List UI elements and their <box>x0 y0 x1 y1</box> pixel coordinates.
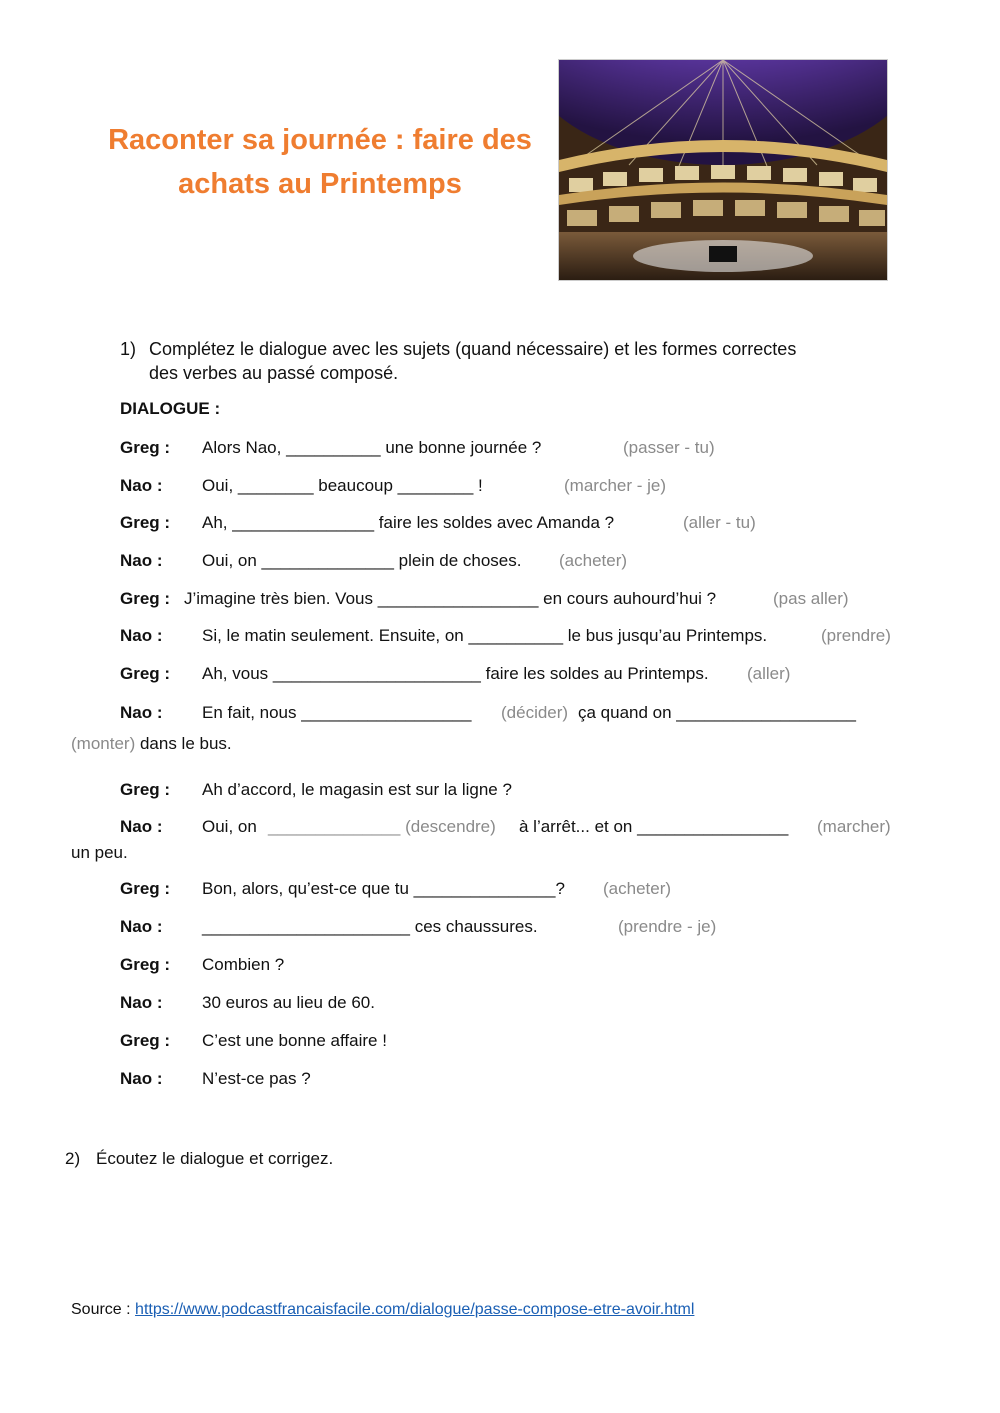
dialogue-text: Oui, on <box>202 817 257 836</box>
dialogue-text: Ah, vous ______________________ faire les soldes au Printemps. <box>202 664 709 683</box>
verb-hint: ______________ (descendre) <box>268 817 496 836</box>
speaker-label: Nao : <box>120 993 163 1012</box>
printemps-dome-photo <box>558 59 888 281</box>
dialogue-text: Combien ? <box>202 955 285 974</box>
speaker-label: Nao : <box>120 1069 163 1088</box>
speaker-label: Greg : <box>120 438 171 457</box>
dialogue-label: DIALOGUE : <box>120 399 221 418</box>
verb-hint: (marcher - je) <box>564 476 667 495</box>
speaker-label: Greg : <box>120 780 171 799</box>
verb-hint: (passer - tu) <box>623 438 715 457</box>
verb-hint: (monter) <box>71 734 136 753</box>
dialogue-text: Oui, ________ beaucoup ________ ! <box>202 476 483 495</box>
speaker-label: Nao : <box>120 551 163 570</box>
dialogue-text: N’est-ce pas ? <box>202 1069 311 1088</box>
source-credit <box>71 1301 694 1319</box>
dialogue-text: Ah d’accord, le magasin est sur la ligne ? <box>202 780 512 799</box>
dialogue-line-continuation <box>71 734 232 754</box>
verb-hint: (aller) <box>747 664 791 683</box>
continuation-text: dans le bus. <box>139 734 232 753</box>
speaker-label: Greg : <box>120 513 171 532</box>
verb-hint: (prendre) <box>821 626 891 645</box>
dialogue-text: En fait, nous __________________ <box>202 703 472 722</box>
dome-illustration <box>559 60 887 280</box>
source-label: Source : <box>71 1301 131 1318</box>
dialogue-text: Alors Nao, __________ une bonne journée ? <box>202 438 542 457</box>
dialogue-text: C’est une bonne affaire ! <box>202 1031 387 1050</box>
title-line-2: achats au Printemps <box>178 168 462 200</box>
speaker-label: Greg : <box>120 879 171 898</box>
speaker-label: Nao : <box>120 817 163 836</box>
dialogue-text-after: ça quand on ___________________ <box>578 703 856 722</box>
verb-hint: (prendre - je) <box>618 917 717 936</box>
speaker-label: Nao : <box>120 626 163 645</box>
dialogue-text: Oui, on ______________ plein de choses. <box>202 551 522 570</box>
dialogue-text: Bon, alors, qu’est-ce que tu _______________? <box>202 879 565 898</box>
verb-hint: (acheter) <box>603 879 672 898</box>
source-link[interactable]: https://www.podcastfrancaisfacile.com/dialogue/passe-compose-etre-avoir.html <box>135 1301 695 1318</box>
speaker-label: Greg : <box>120 589 171 608</box>
verb-hint: (marcher) <box>817 817 891 836</box>
speaker-label: Greg : <box>120 664 171 683</box>
dialogue-text: J’imagine très bien. Vous _________________ en cours auhourd’hui ? <box>184 589 717 608</box>
speaker-label: Nao : <box>120 917 163 936</box>
verb-hint: (décider) <box>501 703 569 722</box>
page-title <box>90 118 550 206</box>
speaker-label: Nao : <box>120 476 163 495</box>
verb-hint: (acheter) <box>559 551 628 570</box>
dialogue-line-continuation: un peu. <box>71 843 128 862</box>
speaker-label: Greg : <box>120 1031 171 1050</box>
dialogue-text: Si, le matin seulement. Ensuite, on __________ le bus jusqu’au Printemps. <box>202 626 768 645</box>
dialogue-text: Ah, _______________ faire les soldes avec Amanda ? <box>202 513 615 532</box>
dialogue-text: 30 euros au lieu de 60. <box>202 993 375 1012</box>
speaker-label: Greg : <box>120 955 171 974</box>
instruction-line-2: des verbes au passé composé. <box>149 363 399 383</box>
dialogue-text: ______________________ ces chaussures. <box>202 917 538 936</box>
speaker-label: Nao : <box>120 703 163 722</box>
title-line-1: Raconter sa journée : faire des <box>108 124 532 156</box>
question-1-number: 1) <box>120 339 137 359</box>
question-2-number: 2) <box>65 1149 81 1168</box>
verb-hint: (aller - tu) <box>683 513 756 532</box>
instruction-line-1: Complétez le dialogue avec les sujets (quand nécessaire) et les formes correctes <box>149 339 797 359</box>
question-2-text: Écoutez le dialogue et corrigez. <box>96 1149 334 1168</box>
verb-hint: (pas aller) <box>773 589 849 608</box>
dialogue-text-after: à l’arrêt... et on ________________ <box>519 817 789 836</box>
